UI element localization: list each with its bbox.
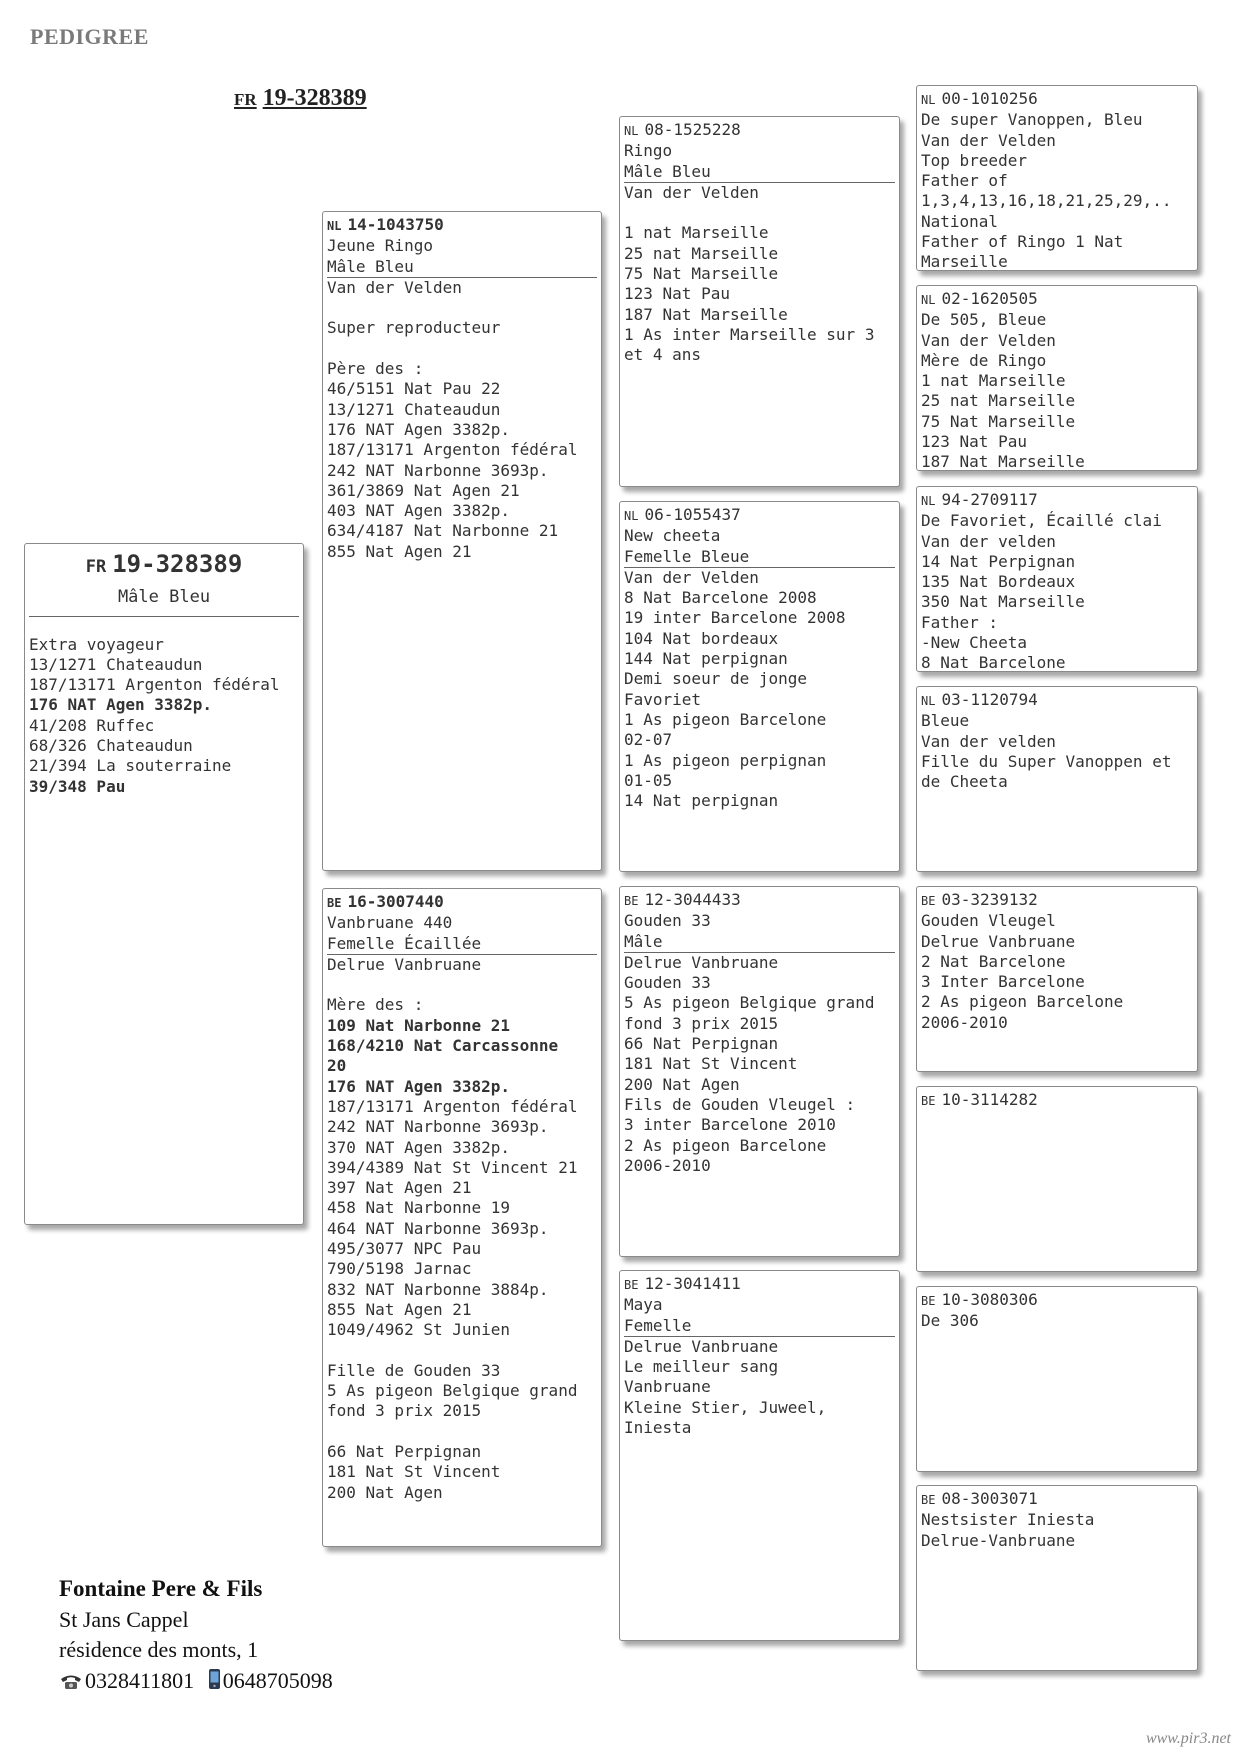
grandsire-paternal-card[interactable] (619, 116, 900, 487)
detail-line: National (921, 211, 999, 231)
detail-line: 20 (327, 1056, 347, 1076)
ring-country: BE (921, 894, 936, 908)
detail-line: De 306 (921, 1311, 979, 1331)
detail-line: 790/5198 Jarnac (327, 1259, 472, 1279)
ring-number (624, 120, 895, 141)
ring-country: NL (624, 509, 639, 523)
detail-line: 187/13171 Argenton fédéral (29, 675, 280, 695)
detail-line: 464 NAT Narbonne 3693p. (327, 1218, 549, 1238)
detail-line: 187/13171 Argenton fédéral (327, 1096, 578, 1116)
main-subtitle: Mâle Bleu (29, 587, 299, 616)
grandsire-maternal-card[interactable] (619, 886, 900, 1257)
detail-line: Fille de Gouden 33 (327, 1360, 501, 1380)
detail-line: 855 Nat Agen 21 (327, 1299, 472, 1319)
ring-country: BE (624, 1278, 639, 1292)
top-ring-value: 19-328389 (262, 85, 367, 111)
detail-line: 144 Nat perpignan (624, 649, 788, 669)
ring-number (327, 215, 597, 236)
ring-value: 10-3080306 (941, 1290, 1038, 1309)
main-ring-number (29, 550, 299, 578)
sire-card[interactable] (322, 211, 602, 871)
detail-line: 8 Nat Barcelone (921, 653, 1066, 672)
pigeon-name: Jeune Ringo (327, 236, 433, 256)
ring-value: 08-3003071 (941, 1489, 1038, 1508)
top-ring-number (234, 85, 367, 112)
detail-line: Delrue Vanbruane (624, 1336, 779, 1356)
detail-line: 3 Inter Barcelone (921, 972, 1085, 992)
detail-line: 5 As pigeon Belgique grand (624, 993, 875, 1013)
detail-line: 1 nat Marseille (624, 223, 769, 243)
detail-line: 02-07 (624, 730, 673, 750)
ring-country: BE (327, 896, 342, 910)
detail-line: Van der velden (921, 731, 1056, 751)
detail-line: 370 NAT Agen 3382p. (327, 1137, 511, 1157)
ring-value: 12-3041411 (644, 1274, 741, 1293)
main-details (29, 635, 299, 797)
detail-line: 394/4389 Nat St Vincent 21 (327, 1157, 578, 1177)
ring-number (921, 1290, 1193, 1311)
ring-country: NL (921, 694, 936, 708)
detail-line: 13/1271 Chateaudun (327, 399, 501, 419)
detail-line: 135 Nat Bordeaux (921, 572, 1076, 592)
pigeon-sex-color: Mâle Bleu (327, 257, 597, 278)
blank-line (327, 1341, 597, 1361)
detail-line: Le meilleur sang (624, 1357, 779, 1377)
detail-line: Mère de Ringo (921, 350, 1047, 370)
detail-line: 242 NAT Narbonne 3693p. (327, 460, 549, 480)
detail-line: 176 NAT Agen 3382p. (327, 419, 511, 439)
detail-line: 832 NAT Narbonne 3884p. (327, 1279, 549, 1299)
detail-line: 1,3,4,13,16,18,21,25,29,.. (921, 191, 1172, 211)
granddam-paternal-card[interactable] (619, 501, 900, 872)
detail-line: 2 As pigeon Barcelone (921, 992, 1124, 1012)
detail-line: 397 Nat Agen 21 (327, 1178, 472, 1198)
detail-line: 39/348 Pau (29, 776, 126, 796)
detail-line: fond 3 prix 2015 (327, 1401, 482, 1421)
detail-line: Van der Velden (921, 130, 1056, 150)
ring-number (921, 1489, 1193, 1510)
detail-line: Father : (921, 612, 999, 632)
ring-country: BE (624, 894, 639, 908)
owner-phones (59, 1666, 333, 1699)
detail-line: 187/13171 Argenton fédéral (327, 440, 578, 460)
telephone-icon (59, 1668, 83, 1699)
detail-line: De 505, Bleue (921, 310, 1047, 330)
pigeon-name: Maya (624, 1295, 663, 1315)
detail-line: 75 Nat Marseille (921, 411, 1076, 431)
ring-number (921, 490, 1193, 511)
great-grandparent-card-4[interactable] (916, 686, 1198, 872)
great-grandparent-card-3[interactable] (916, 486, 1198, 672)
top-ring-country: FR (234, 90, 257, 109)
page-title: PEDIGREE (30, 24, 149, 49)
detail-line: Van der Velden (921, 330, 1056, 350)
ring-number (921, 289, 1193, 310)
blank-line (327, 975, 597, 995)
ring-value: 10-3114282 (941, 1090, 1038, 1109)
detail-line: 2006-2010 (624, 1155, 711, 1175)
ring-value: 03-1120794 (941, 690, 1038, 709)
detail-line: 13/1271 Chateaudun (29, 654, 203, 674)
watermark[interactable]: www.pir3.net (1145, 1730, 1231, 1747)
ring-country: BE (921, 1294, 936, 1308)
ring-country: NL (327, 219, 342, 233)
ring-value: 94-2709117 (941, 490, 1038, 509)
detail-line: 1 nat Marseille (921, 371, 1066, 391)
mobile-number[interactable]: 0648705098 (222, 1667, 333, 1693)
detail-line: Nestsister Iniesta (921, 1510, 1095, 1530)
pigeon-sex-color: Mâle (624, 932, 895, 953)
ring-number (327, 892, 597, 913)
detail-line: et 4 ans (624, 345, 702, 365)
phone-number[interactable]: 0328411801 (85, 1667, 195, 1693)
ring-value: 02-1620505 (941, 289, 1038, 308)
owner-block (59, 1574, 333, 1698)
detail-line: 123 Nat Pau (921, 432, 1027, 452)
pigeon-sex-color: Femelle Bleue (624, 547, 895, 568)
detail-line: 8 Nat Barcelone 2008 (624, 588, 817, 608)
detail-line: de Cheeta (921, 772, 1008, 792)
detail-line: 181 Nat St Vincent (327, 1462, 501, 1482)
detail-line: 1049/4962 St Junien (327, 1320, 511, 1340)
detail-line: Top breeder (921, 150, 1027, 170)
detail-line: Van der Velden (327, 277, 462, 297)
detail-line: 104 Nat bordeaux (624, 628, 779, 648)
detail-line: 123 Nat Pau (624, 284, 730, 304)
detail-line: 634/4187 Nat Narbonne 21 (327, 521, 559, 541)
detail-line: 66 Nat Perpignan (624, 1034, 779, 1054)
ring-country: NL (921, 494, 936, 508)
ring-country: BE (921, 1094, 936, 1108)
detail-line: Delrue-Vanbruane (921, 1530, 1076, 1550)
ring-country: BE (921, 1493, 936, 1507)
detail-line: Super reproducteur (327, 318, 501, 338)
detail-line: 46/5151 Nat Pau 22 (327, 379, 501, 399)
blank-line (327, 298, 597, 318)
blank-line (624, 203, 895, 223)
ring-value: 14-1043750 (347, 215, 444, 234)
detail-line: Mère des : (327, 995, 424, 1015)
main-ring-value: 19-328389 (112, 550, 243, 578)
detail-line: Fille du Super Vanoppen et (921, 751, 1172, 771)
ring-number (921, 890, 1193, 911)
main-pigeon-card[interactable] (24, 543, 304, 1225)
detail-line: 109 Nat Narbonne 21 (327, 1015, 511, 1035)
detail-line: Father of (921, 171, 1008, 191)
pigeon-sex-color: Femelle Écaillée (327, 934, 597, 955)
ring-value: 00-1010256 (941, 89, 1038, 108)
detail-line: Father of Ringo 1 Nat (921, 232, 1124, 252)
detail-line: 1 As inter Marseille sur 3 (624, 324, 875, 344)
great-grandparent-card-1[interactable] (916, 85, 1198, 271)
ring-number (624, 1274, 895, 1295)
detail-line: Favoriet (624, 689, 702, 709)
great-grandparent-card-5[interactable] (916, 886, 1198, 1072)
ring-country: NL (624, 124, 639, 138)
blank-line (327, 1422, 597, 1442)
great-grandparent-card-7[interactable] (916, 1286, 1198, 1472)
detail-line: 176 NAT Agen 3382p. (29, 695, 213, 715)
owner-name: Fontaine Pere & Fils (59, 1576, 263, 1601)
ring-number (921, 1090, 1193, 1111)
detail-line: fond 3 prix 2015 (624, 1013, 779, 1033)
detail-line: Gouden 33 (624, 973, 711, 993)
detail-line: 350 Nat Marseille (921, 592, 1085, 612)
detail-line: Van der Velden (624, 567, 759, 587)
ring-value: 16-3007440 (347, 892, 444, 911)
owner-address: résidence des monts, 1 (59, 1637, 259, 1662)
detail-line: Van der Velden (624, 182, 759, 202)
ring-value: 03-3239132 (941, 890, 1038, 909)
detail-line: 1 As pigeon Barcelone (624, 709, 827, 729)
detail-line: 361/3869 Nat Agen 21 (327, 480, 520, 500)
detail-line: 68/326 Chateaudun (29, 736, 193, 756)
ring-number (921, 89, 1193, 110)
detail-line: Kleine Stier, Juweel, (624, 1397, 827, 1417)
pigeon-name: New cheeta (624, 526, 721, 546)
detail-line: De super Vanoppen, Bleu (921, 110, 1143, 130)
pigeon-sex-color: Mâle Bleu (624, 162, 895, 183)
blank-line (327, 339, 597, 359)
detail-line: 66 Nat Perpignan (327, 1442, 482, 1462)
detail-line: Demi soeur de jonge (624, 669, 808, 689)
detail-line: 200 Nat Agen (624, 1074, 740, 1094)
detail-line: 19 inter Barcelone 2008 (624, 608, 846, 628)
pigeon-name: Vanbruane 440 (327, 913, 453, 933)
detail-line: 14 Nat Perpignan (921, 551, 1076, 571)
detail-line: 01-05 (624, 770, 673, 790)
detail-line: Iniesta (624, 1418, 692, 1438)
detail-line: -New Cheeta (921, 633, 1027, 653)
detail-line: 25 nat Marseille (624, 243, 779, 263)
owner-city: St Jans Cappel (59, 1606, 189, 1632)
detail-line: Gouden Vleugel (921, 911, 1056, 931)
detail-line: Extra voyageur (29, 634, 164, 654)
ring-country: NL (921, 293, 936, 307)
detail-line: 242 NAT Narbonne 3693p. (327, 1117, 549, 1137)
detail-line: 403 NAT Agen 3382p. (327, 501, 511, 521)
detail-line: 458 Nat Narbonne 19 (327, 1198, 511, 1218)
detail-line: Delrue Vanbruane (921, 931, 1076, 951)
pigeon-sex-color: Femelle (624, 1316, 895, 1337)
detail-line: 75 Nat Marseille (624, 264, 779, 284)
ring-number (624, 505, 895, 526)
detail-line: 168/4210 Nat Carcassonne (327, 1036, 559, 1056)
detail-line: 2 Nat Barcelone (921, 951, 1066, 971)
detail-line: 176 NAT Agen 3382p. (327, 1076, 511, 1096)
detail-line: 21/394 La souterraine (29, 756, 232, 776)
pigeon-name: Ringo (624, 141, 673, 161)
detail-line: Bleue (921, 711, 970, 731)
detail-line: Delrue Vanbruane (327, 954, 482, 974)
detail-line: 14 Nat perpignan (624, 791, 779, 811)
detail-line: Marseille (921, 252, 1008, 271)
detail-line: 3 inter Barcelone 2010 (624, 1115, 836, 1135)
great-grandparent-card-6[interactable] (916, 1086, 1198, 1272)
granddam-maternal-card[interactable] (619, 1270, 900, 1641)
mobile-phone-icon (208, 1668, 221, 1699)
great-grandparent-card-2[interactable] (916, 285, 1198, 471)
detail-line: Van der velden (921, 531, 1056, 551)
detail-line: Père des : (327, 359, 424, 379)
detail-line: 5 As pigeon Belgique grand (327, 1381, 578, 1401)
ring-number (624, 890, 895, 911)
great-grandparent-card-8[interactable] (916, 1485, 1198, 1671)
detail-line: 41/208 Ruffec (29, 715, 155, 735)
detail-line: 2 As pigeon Barcelone (624, 1135, 827, 1155)
pigeon-name: Gouden 33 (624, 911, 711, 931)
ring-value: 06-1055437 (644, 505, 741, 524)
ring-country: NL (921, 93, 936, 107)
detail-line: Fils de Gouden Vleugel : (624, 1094, 856, 1114)
detail-line: 187 Nat Marseille (921, 452, 1085, 471)
detail-line: 200 Nat Agen (327, 1482, 443, 1502)
ring-value: 12-3044433 (644, 890, 741, 909)
ring-value: 08-1525228 (644, 120, 741, 139)
detail-line: De Favoriet, Écaillé clai (921, 511, 1162, 531)
detail-line: 2006-2010 (921, 1012, 1008, 1032)
detail-line: 1 As pigeon perpignan (624, 750, 827, 770)
detail-line: 181 Nat St Vincent (624, 1054, 798, 1074)
detail-line: Vanbruane (624, 1377, 711, 1397)
detail-line: 25 nat Marseille (921, 391, 1076, 411)
ring-number (921, 690, 1193, 711)
detail-line: 187 Nat Marseille (624, 304, 788, 324)
detail-line: Delrue Vanbruane (624, 952, 779, 972)
detail-line: 495/3077 NPC Pau (327, 1239, 482, 1259)
detail-line: 855 Nat Agen 21 (327, 541, 472, 561)
dam-card[interactable] (322, 888, 602, 1547)
main-ring-country: FR (85, 557, 107, 577)
